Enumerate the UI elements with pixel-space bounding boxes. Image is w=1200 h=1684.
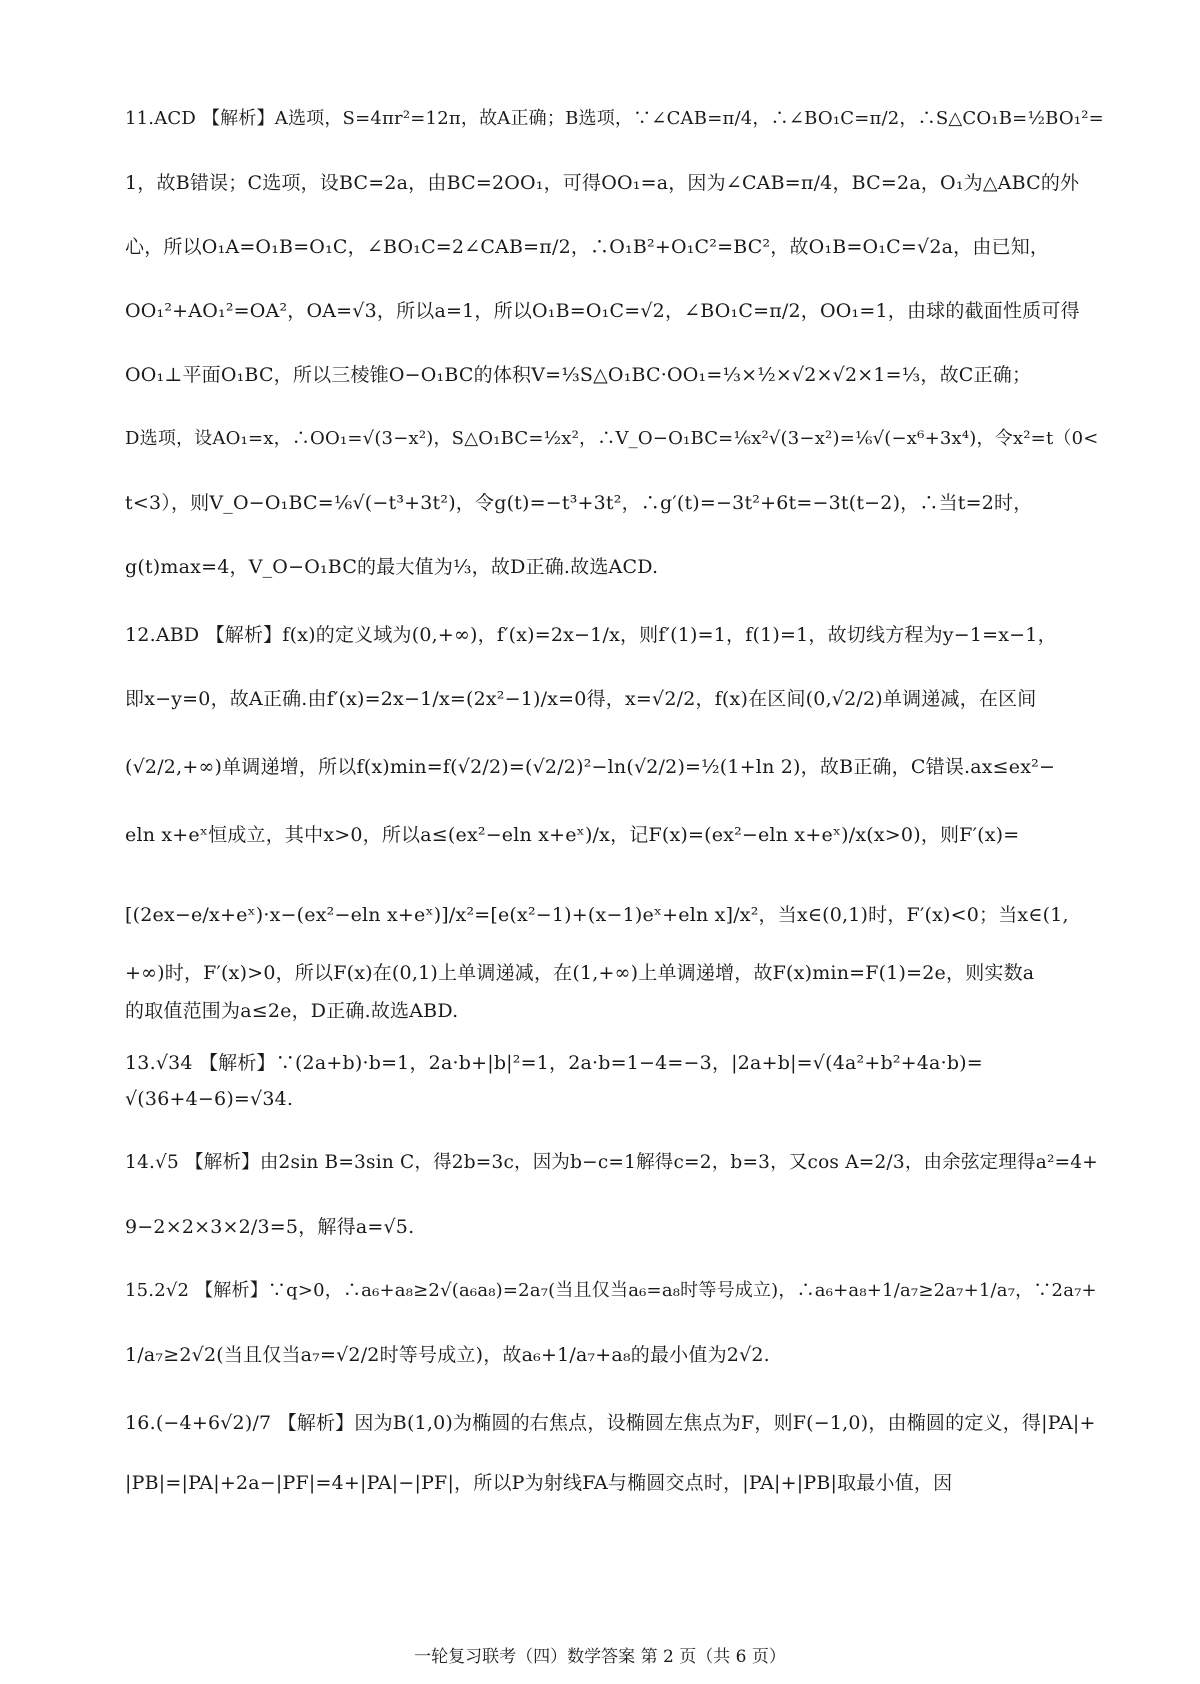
- text-line: 12.ABD 【解析】f(x)的定义域为(0,+∞)，f′(x)=2x−1/x，则f′(1)=1，f(1)=1，故切线方程为y−1=x−1，: [125, 624, 1057, 646]
- text-line: [(2ex−e/x+eˣ)·x−(ex²−eln x+eˣ)]/x²=[e(x²−1)+(x−1)eˣ+eln x]/x²，当x∈(0,1)时，F′(x)<0；当x∈(1,: [125, 904, 1069, 926]
- text-line: |PB|=|PA|+2a−|PF|=4+|PA|−|PF|，所以P为射线FA与椭圆交点时，|PA|+|PB|取最小值，因: [125, 1472, 953, 1494]
- text-line: 即x−y=0，故A正确.由f′(x)=2x−1/x=(2x²−1)/x=0得，x=√2/2，f(x)在区间(0,√2/2)单调递减，在区间: [125, 688, 1037, 710]
- text-line: 15.2√2 【解析】∵q>0，∴a₆+a₈≥2√(a₆a₈)=2a₇(当且仅当a₆=a₈时等号成立)，∴a₆+a₈+1/a₇≥2a₇+1/a₇，∵2a₇+: [125, 1280, 1097, 1301]
- text-line: +∞)时，F′(x)>0，所以F(x)在(0,1)上单调递减，在(1,+∞)上单调递增，故F(x)min=F(1)=2e，则实数a: [125, 962, 1035, 984]
- text-line: 11.ACD 【解析】A选项，S=4πr²=12π，故A正确；B选项，∵∠CAB=π/4，∴∠BO₁C=π/2，∴S△CO₁B=½BO₁²=: [125, 108, 1104, 129]
- text-line: D选项，设AO₁=x，∴OO₁=√(3−x²)，S△O₁BC=½x²，∴V_O−O₁BC=⅙x²√(3−x²)=⅙√(−x⁶+3x⁴)，令x²=t（0<: [125, 428, 1099, 449]
- text-line: 16.(−4+6√2)/7 【解析】因为B(1,0)为椭圆的右焦点，设椭圆左焦点为F，则F(−1,0)，由椭圆的定义，得|PA|+: [125, 1412, 1096, 1434]
- page-footer: 一轮复习联考（四）数学答案 第 2 页（共 6 页）: [414, 1647, 786, 1667]
- text-line: OO₁⊥平面O₁BC，所以三棱锥O−O₁BC的体积V=⅓S△O₁BC·OO₁=⅓×½×√2×√2×1=⅓，故C正确；: [125, 364, 1032, 386]
- text-line: t<3），则V_O−O₁BC=⅙√(−t³+3t²)，令g(t)=−t³+3t²，∴g′(t)=−3t²+6t=−3t(t−2)，∴当t=2时，: [125, 492, 1033, 514]
- text-line: 14.√5 【解析】由2sin B=3sin C，得2b=3c，因为b−c=1解得c=2，b=3，又cos A=2/3，由余弦定理得a²=4+: [125, 1152, 1098, 1173]
- text-line: (√2/2,+∞)单调递增，所以f(x)min=f(√2/2)=(√2/2)²−ln(√2/2)=½(1+ln 2)，故B正确，C错误.ax≤ex²−: [125, 756, 1056, 778]
- text-line: 的取值范围为a≤2e，D正确.故选ABD.: [125, 1000, 459, 1022]
- text-line: √(36+4−6)=√34.: [125, 1088, 294, 1110]
- text-line: 1，故B错误；C选项，设BC=2a，由BC=2OO₁，可得OO₁=a，因为∠CAB=π/4，BC=2a，O₁为△ABC的外: [125, 172, 1080, 194]
- text-line: 13.√34 【解析】∵(2a+b)·b=1，2a·b+|b|²=1，2a·b=1−4=−3，|2a+b|=√(4a²+b²+4a·b)=: [125, 1052, 983, 1074]
- text-line: OO₁²+AO₁²=OA²，OA=√3，所以a=1，所以O₁B=O₁C=√2，∠BO₁C=π/2，OO₁=1，由球的截面性质可得: [125, 300, 1080, 322]
- text-line: 9−2×2×3×2/3=5，解得a=√5.: [125, 1216, 415, 1238]
- text-line: 1/a₇≥2√2(当且仅当a₇=√2/2时等号成立)，故a₆+1/a₇+a₈的最小值为2√2.: [125, 1344, 770, 1366]
- text-line: g(t)max=4，V_O−O₁BC的最大值为⅓，故D正确.故选ACD.: [125, 556, 659, 578]
- text-line: 心，所以O₁A=O₁B=O₁C，∠BO₁C=2∠CAB=π/2，∴O₁B²+O₁C²=BC²，故O₁B=O₁C=√2a，由已知，: [125, 236, 1050, 258]
- text-line: eln x+eˣ恒成立，其中x>0，所以a≤(ex²−eln x+eˣ)/x，记F(x)=(ex²−eln x+eˣ)/x(x>0)，则F′(x)=: [125, 824, 1020, 846]
